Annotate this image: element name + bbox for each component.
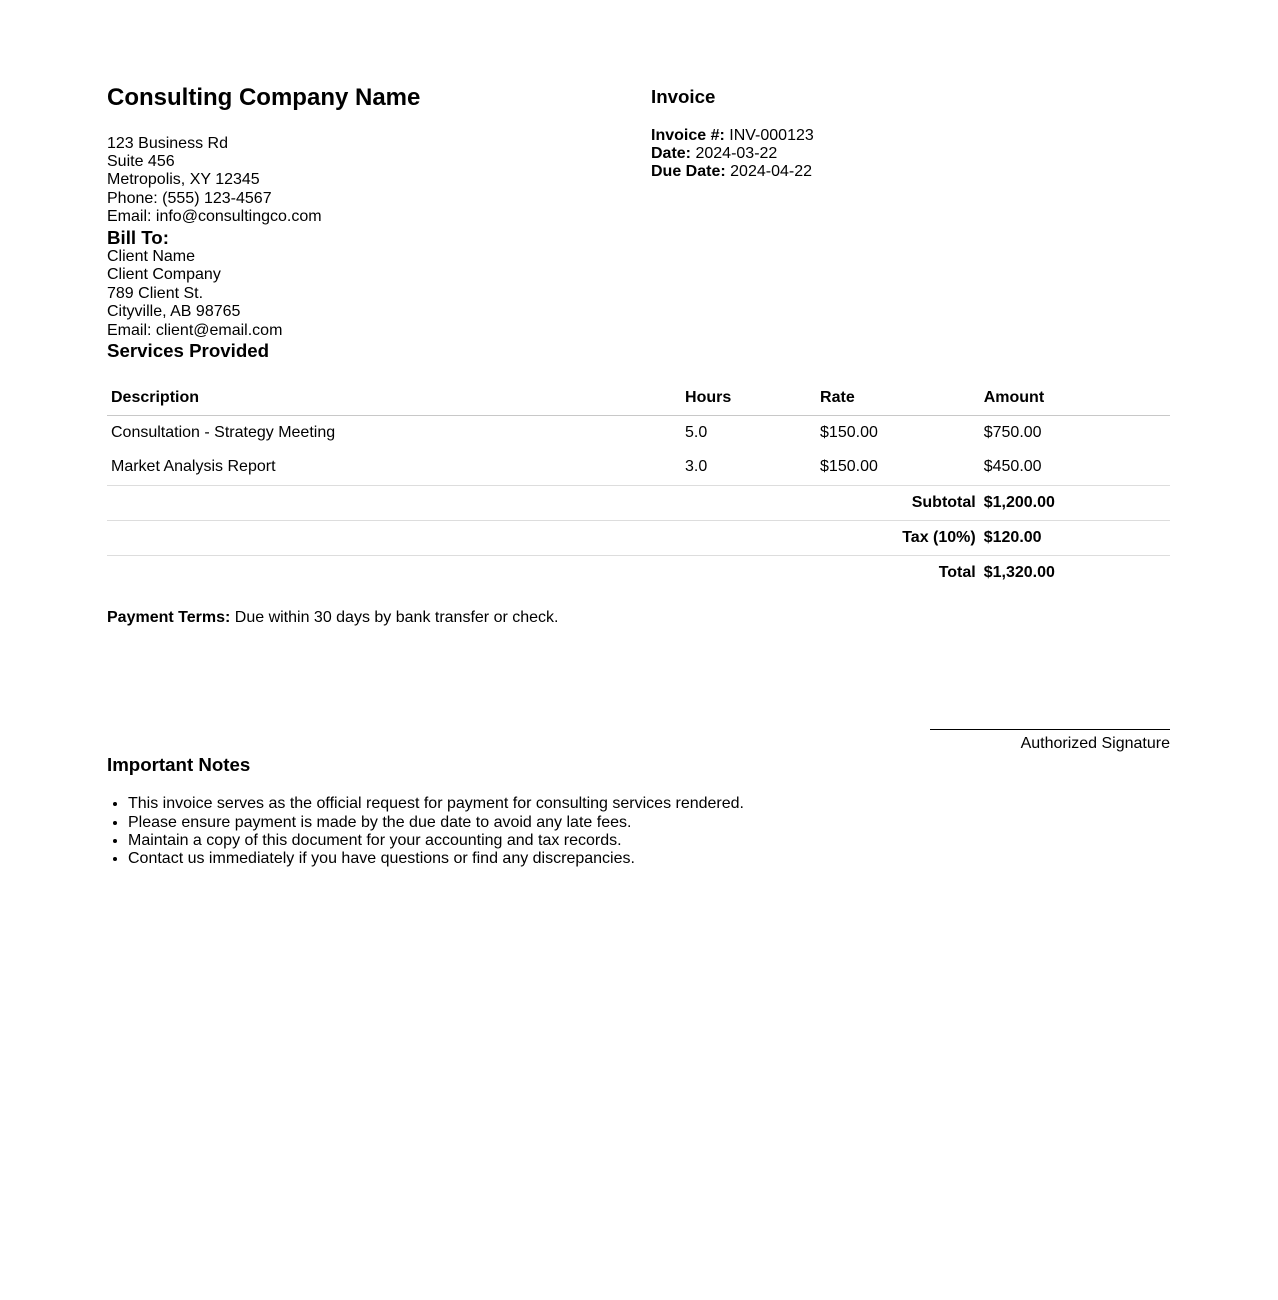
company-address-line3: Metropolis, XY 12345 — [107, 171, 260, 189]
payment-terms — [107, 609, 1170, 627]
company-email-label: Email: — [107, 208, 152, 226]
total-value: $1,320.00 — [983, 564, 1055, 582]
client-block — [107, 248, 1170, 340]
company-phone-label: Phone: — [107, 189, 158, 207]
services-table — [107, 381, 1170, 591]
column-header-hours: Hours — [681, 381, 816, 416]
cell-rate: $150.00 — [820, 423, 878, 441]
table-row — [107, 415, 1170, 450]
signature-label: Authorized Signature — [1020, 735, 1170, 753]
invoice-title: Invoice — [651, 86, 716, 107]
client-name: Client Name — [107, 248, 196, 266]
cell-hours: 3.0 — [681, 450, 816, 485]
client-company: Client Company — [107, 266, 221, 284]
invoice-date-label: Date: — [651, 144, 692, 162]
company-email: info@consultingco.com — [155, 208, 322, 226]
note-item: • Maintain a copy of this document for your accounting and tax records. — [128, 832, 1170, 850]
company-address — [107, 135, 420, 227]
signature-block — [930, 729, 1170, 753]
total-label: Total — [938, 564, 976, 582]
client-address: 789 Client St. — [107, 284, 204, 302]
bill-to-heading: Bill To: — [107, 226, 169, 248]
cell-amount: $450.00 — [980, 450, 1170, 485]
document-header — [107, 84, 1170, 227]
client-email-label: Email: — [107, 321, 152, 339]
notes-list — [107, 795, 1170, 869]
subtotal-label: Subtotal — [107, 485, 980, 520]
payment-terms-text: Due within 30 days by bank transfer or check. — [234, 608, 559, 626]
column-header-description: Description — [107, 381, 681, 416]
tax-value: $120.00 — [980, 521, 1170, 556]
subtotal-value: $1,200.00 — [980, 485, 1170, 520]
client-city: Cityville, AB 98765 — [107, 303, 241, 321]
company-block — [107, 84, 420, 227]
column-header-amount: Amount — [980, 381, 1170, 416]
invoice-number-label: Invoice #: — [651, 126, 725, 144]
tax-row — [107, 521, 1170, 556]
cell-hours: 5.0 — [685, 423, 708, 441]
company-phone: (555) 123-4567 — [162, 189, 272, 207]
invoice-date: 2024-03-22 — [695, 144, 778, 162]
cell-amount: $750.00 — [983, 423, 1042, 441]
company-name: Consulting Company Name — [107, 84, 421, 111]
note-item: • Please ensure payment is made by the due date to avoid any late fees. — [128, 814, 1170, 832]
cell-rate: $150.00 — [816, 450, 980, 485]
invoice-due-date: 2024-04-22 — [730, 163, 812, 181]
company-address-line2: Suite 456 — [107, 152, 175, 170]
cell-description: Consultation - Strategy Meeting — [111, 423, 336, 441]
table-header-row — [107, 381, 1170, 416]
client-email: client@email.com — [155, 321, 283, 339]
cell-description: Market Analysis Report — [107, 450, 681, 485]
invoice-document — [107, 0, 1170, 869]
table-row — [107, 450, 1170, 485]
invoice-meta-block — [651, 84, 1170, 227]
payment-terms-label: Payment Terms: — [107, 608, 231, 626]
invoice-number: INV-000123 — [729, 126, 814, 144]
total-row — [107, 556, 1170, 591]
note-item: • Contact us immediately if you have questions or find any discrepancies. — [128, 850, 1170, 868]
invoice-meta — [651, 127, 1170, 182]
column-header-rate: Rate — [816, 381, 980, 416]
note-item: • This invoice serves as the official request for payment for consulting services rendered. — [128, 795, 1170, 813]
invoice-due-date-label: Due Date: — [651, 163, 726, 181]
services-heading: Services Provided — [107, 340, 270, 361]
tax-label: Tax (10%) — [107, 521, 980, 556]
subtotal-row — [107, 485, 1170, 520]
company-address-line1: 123 Business Rd — [107, 134, 228, 152]
notes-heading: Important Notes — [107, 753, 251, 775]
